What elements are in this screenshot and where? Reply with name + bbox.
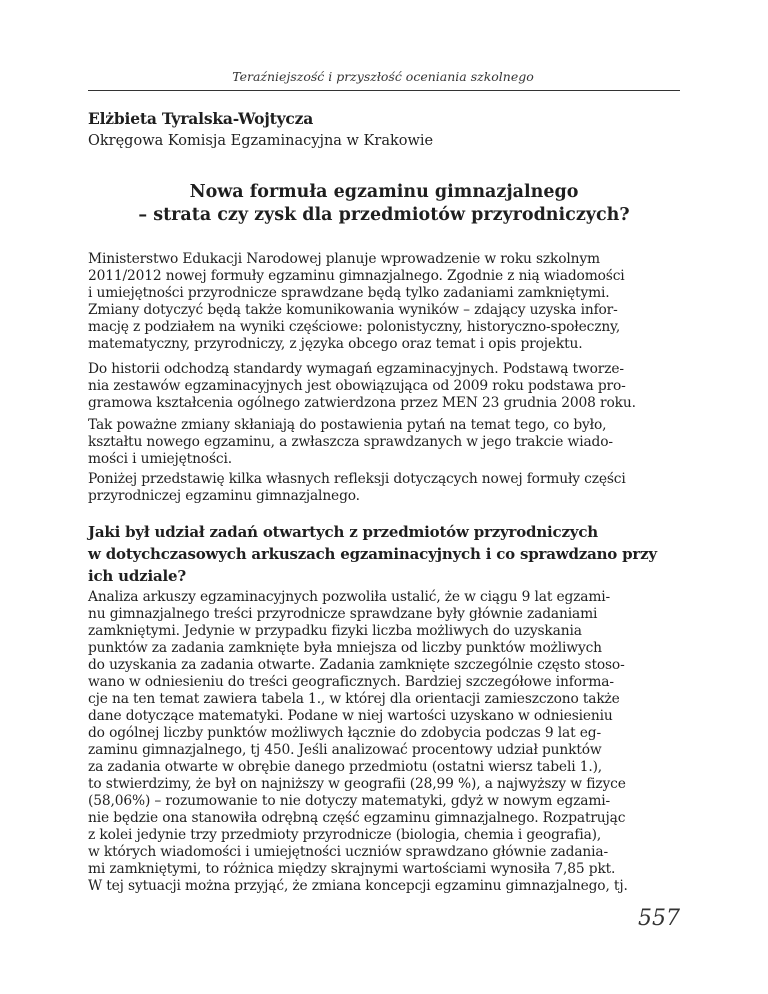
text-line: zaminu gimnazjalnego, tj 450. Jeśli analizować procentowy udział punktów [88,742,602,758]
header-divider [88,90,680,91]
paragraph-standards [88,361,680,412]
section-heading [88,521,680,587]
text-line: z kolei jedynie trzy przedmioty przyrodnicze (biologia, chemia i geografia), [88,827,602,843]
text-line: cje na ten temat zawiera tabela 1., w której dla orientacji zamieszczono także [88,691,620,707]
paragraph-questions [88,417,680,468]
text-line: do ogólnej liczby punktów możliwych łącznie do zdobycia podczas 9 lat eg- [88,725,601,741]
heading-line: Jaki był udział zadań otwartych z przedmiotów przyrodniczych [88,523,598,541]
text-line: przyrodniczej egzaminu gimnazjalnego. [88,488,360,504]
text-line: mości i umiejętności. [88,451,232,467]
heading-line: w dotychczasowych arkuszach egzaminacyjnych i co sprawdzano przy [88,545,657,563]
text-line: i umiejętności przyrodnicze sprawdzane będą tylko zadaniami zamkniętymi. [88,285,610,301]
text-line: dane dotyczące matematyki. Podane w niej wartości uzyskano w odniesieniu [88,708,613,724]
article-title [88,181,680,227]
text-line: Poniżej przedstawię kilka własnych refleksji dotyczących nowej formuły części [88,471,626,487]
paragraph-analysis [88,589,680,895]
text-line: Do historii odchodzą standardy wymagań egzaminacyjnych. Podstawą tworze- [88,361,624,377]
paragraph-reflections [88,471,680,505]
text-line: Tak poważne zmiany skłaniają do postawienia pytań na temat tego, co było, [88,417,607,433]
text-line: za zadania otwarte w obrębie danego przedmiotu (ostatni wiersz tabeli 1.), [88,759,603,775]
paragraph-intro [88,251,680,353]
text-line: wano w odniesieniu do treści geograficznych. Bardziej szczegółowe informa- [88,674,614,690]
text-line: matematyczny, przyrodniczy, z języka obcego oraz temat i opis projektu. [88,336,583,352]
text-line: mi zamkniętymi, to różnica między skrajnymi wartościami wynosiła 7,85 pkt. [88,861,616,877]
heading-line: ich udziale? [88,567,186,585]
title-line: – strata czy zysk dla przedmiotów przyrodniczych? [138,205,630,225]
text-line: W tej sytuacji można przyjąć, że zmiana koncepcji egzaminu gimnazjalnego, tj. [88,878,628,894]
running-header: Teraźniejszość i przyszłość oceniania szkolnego [232,69,534,84]
text-line: w których wiadomości i umiejętności uczniów sprawdzano głównie zadania- [88,844,608,860]
text-line: 2011/2012 nowej formuły egzaminu gimnazjalnego. Zgodnie z nią wiadomości [88,268,625,284]
author-affiliation: Okręgowa Komisja Egzaminacyjna w Krakowie [88,133,434,149]
text-line: punktów za zadania zamknięte była mniejsza od liczby punktów możliwych [88,640,602,656]
text-line: nia zestawów egzaminacyjnych jest obowiązująca od 2009 roku podstawa pro- [88,378,626,394]
text-line: (58,06%) – rozumowanie to nie dotyczy matematyki, gdyż w nowym egzami- [88,793,611,809]
text-line: mację z podziałem na wyniki częściowe: polonistyczny, historyczno-społeczny, [88,319,621,335]
text-line: kształtu nowego egzaminu, a zwłaszcza sprawdzanych w jego trakcie wiado- [88,434,613,450]
text-line: nu gimnazjalnego treści przyrodnicze sprawdzane były głównie zadaniami [88,606,598,622]
text-line: gramowa kształcenia ogólnego zatwierdzona przez MEN 23 grudnia 2008 roku. [88,395,636,411]
text-line: do uzyskania za zadania otwarte. Zadania zamknięte szczególnie często stoso- [88,657,625,673]
text-line: nie będzie ona stanowiła odrębną część egzaminu gimnazjalnego. Rozpatrując [88,810,626,826]
text-line: Ministerstwo Edukacji Narodowej planuje wprowadzenie w roku szkolnym [88,251,600,267]
text-line: Zmiany dotyczyć będą także komunikowania wyników – zdający uzyska infor- [88,302,618,318]
author-name: Elżbieta Tyralska-Wojtycza [88,109,314,128]
text-line: to stwierdzimy, że był on najniższy w geografii (28,99 %), a najwyższy w fizyce [88,776,626,792]
text-line: zamkniętymi. Jedynie w przypadku fizyki liczba możliwych do uzyskania [88,623,582,639]
text-line: Analiza arkuszy egzaminacyjnych pozwoliła ustalić, że w ciągu 9 lat egzami- [88,589,611,605]
page-number: 557 [638,906,680,931]
title-line: Nowa formuła egzaminu gimnazjalnego [189,182,579,202]
